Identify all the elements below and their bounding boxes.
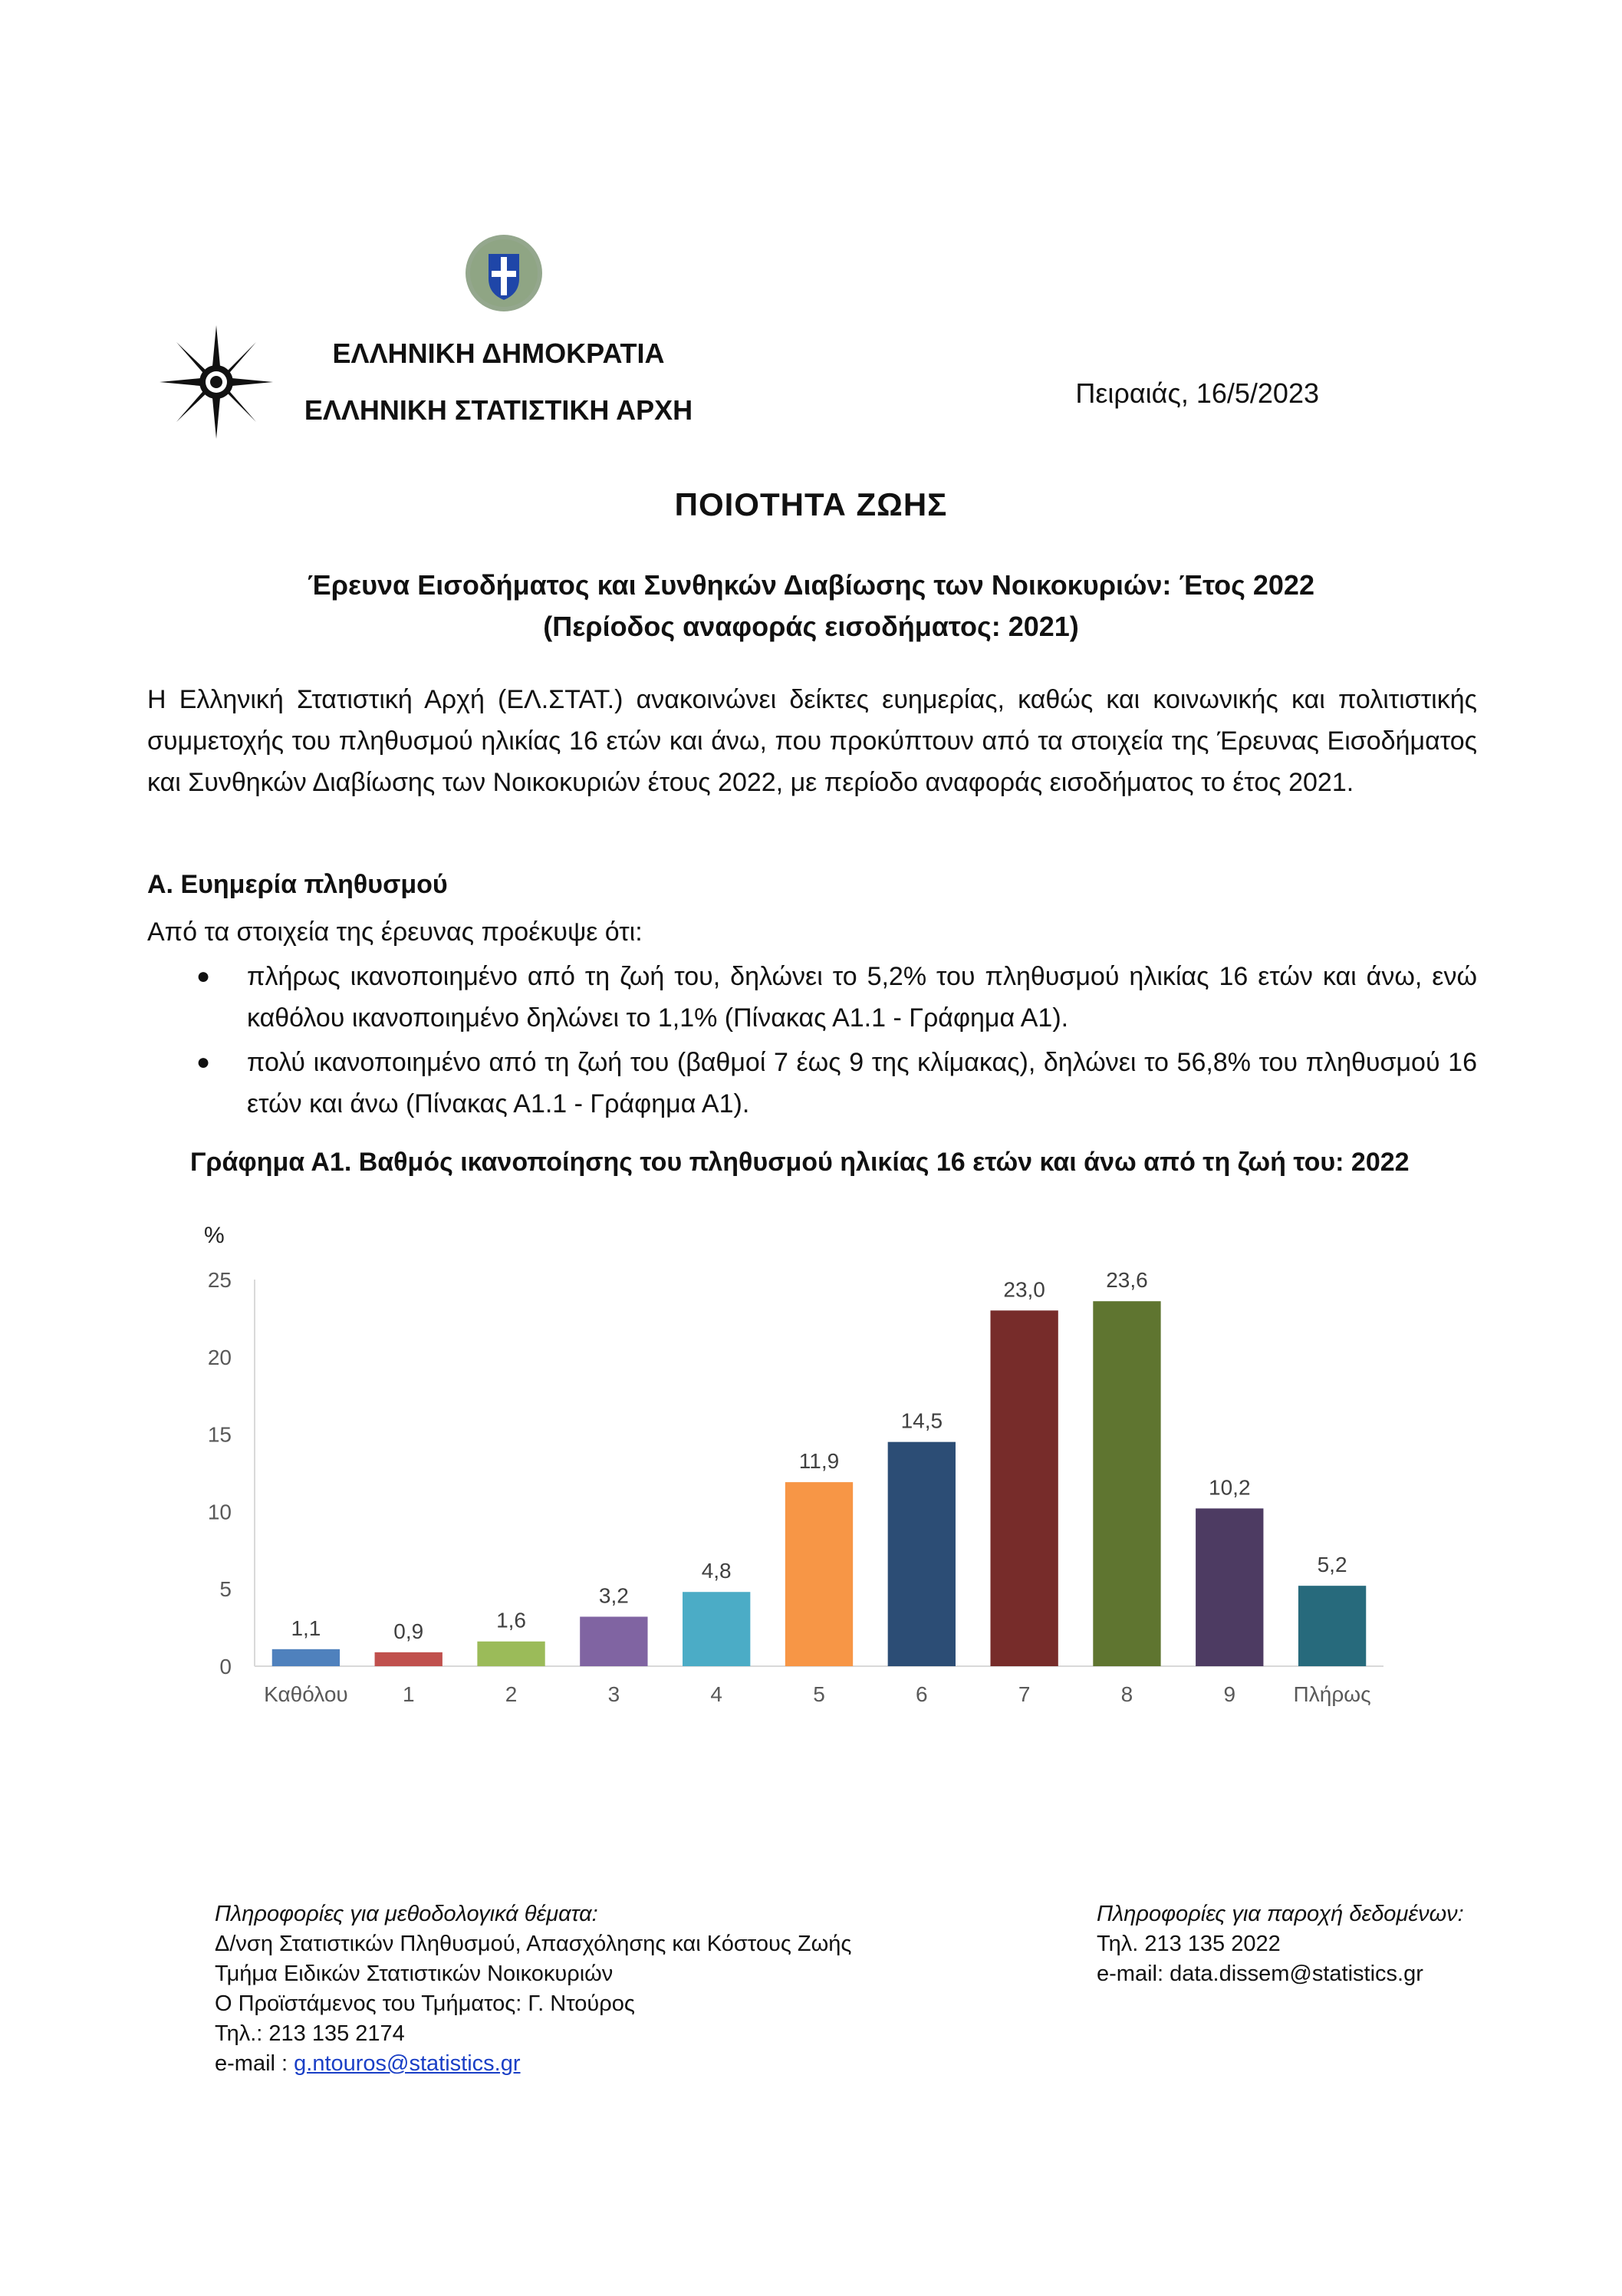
footer-head: Ο Προϊστάμενος του Τμήματος: Γ. Ντούρος	[215, 1991, 635, 2016]
bar	[888, 1442, 956, 1666]
x-tick-label: 5	[813, 1682, 825, 1706]
org-name-elstat: ΕΛΛΗΝΙΚΗ ΣΤΑΤΙΣΤΙΚΗ ΑΡΧΗ	[304, 394, 693, 426]
place-date: Πειραιάς, 16/5/2023	[1075, 377, 1319, 409]
y-tick-label: 20	[207, 1345, 232, 1369]
bar	[990, 1310, 1058, 1666]
footer-phone: Τηλ.: 213 135 2174	[215, 2021, 405, 2046]
bar	[272, 1649, 340, 1666]
greek-emblem-icon	[463, 232, 545, 314]
elstat-star-logo-icon	[160, 325, 273, 439]
footer-data-email: e-mail: data.dissem@statistics.gr	[1097, 1962, 1423, 1986]
bar-value-label: 4,8	[701, 1559, 732, 1583]
bullet-icon: ●	[196, 964, 211, 989]
y-tick-label: 15	[207, 1422, 232, 1447]
chart-title: Γράφημα Α1. Βαθμός ικανοποίησης του πληθυσμού ηλικίας 16 ετών και άνω από τη ζωή του: 2022	[190, 1148, 1410, 1177]
reference-period-subtitle: (Περίοδος αναφοράς εισοδήματος: 2021)	[543, 611, 1079, 642]
y-tick-label: 10	[207, 1500, 232, 1524]
org-name-republic: ΕΛΛΗΝΙΚΗ ΔΗΜΟΚΡΑΤΙΑ	[332, 338, 665, 369]
bar	[785, 1482, 853, 1666]
bar	[1093, 1301, 1160, 1666]
y-tick-label: 0	[219, 1655, 232, 1678]
intro-paragraph: Η Ελληνική Στατιστική Αρχή (ΕΛ.ΣΤΑΤ.) ανακοινώνει δείκτες ευημερίας, καθώς και κοινωνικής και πολιτιστικής συμμετοχής του πληθυσμού ηλικίας 16 ετών και άνω, που προκύπτουν από τα στοιχεία της Έρευνας Εισοδήματος και Συνθηκών Διαβίωσης των Νοικοκυριών έτους 2022, με περίοδο αναφοράς εισοδήματος το έτος 2021.	[147, 685, 1477, 797]
bullet-icon: ●	[196, 1049, 211, 1075]
footer-data-heading: Πληροφορίες για παροχή δεδομένων:	[1097, 1902, 1464, 1926]
finding-text: πολύ ικανοποιημένο από τη ζωή του (βαθμοί 7 έως 9 της κλίμακας), δηλώνει το 56,8% του πληθυσμού 16 ετών και άνω (Πίνακας Α1.1 - Γράφημα Α1).	[247, 1048, 1477, 1118]
bar	[580, 1616, 647, 1666]
footer-methodology	[215, 1899, 851, 2079]
footer-directorate: Δ/νση Στατιστικών Πληθυσμού, Απασχόλησης και Κόστους Ζωής	[215, 1932, 852, 1956]
bar-value-label: 23,6	[1106, 1268, 1148, 1293]
section-a-heading: Α. Ευημερία πληθυσμού	[147, 870, 448, 899]
bar-value-label: 23,0	[1003, 1277, 1045, 1302]
bar	[477, 1642, 545, 1666]
findings-list	[147, 956, 1477, 1128]
y-axis-unit-label: %	[204, 1223, 225, 1248]
bar-value-label: 14,5	[900, 1408, 943, 1433]
footer-email-row	[215, 2049, 851, 2079]
x-tick-label: 1	[402, 1682, 415, 1706]
bar-value-label: 1,6	[496, 1608, 527, 1632]
bar-value-label: 3,2	[598, 1583, 629, 1608]
list-item	[147, 1042, 1477, 1125]
bar-value-label: 11,9	[798, 1449, 840, 1474]
y-tick-label: 5	[219, 1577, 232, 1602]
list-item	[147, 956, 1477, 1039]
email-link[interactable]: g.ntouros@statistics.gr	[294, 2051, 521, 2076]
x-tick-label: 4	[710, 1682, 722, 1706]
y-tick-label: 25	[207, 1268, 232, 1292]
footer-department: Τμήμα Ειδικών Στατιστικών Νοικοκυριών	[215, 1962, 614, 1986]
bar-value-label: 10,2	[1209, 1475, 1251, 1500]
bar	[1196, 1508, 1263, 1666]
satisfaction-bar-chart	[176, 1212, 1419, 1749]
x-tick-label: 6	[916, 1682, 928, 1706]
bar-value-label: 5,2	[1317, 1553, 1347, 1577]
x-tick-label: 9	[1223, 1682, 1236, 1706]
x-tick-label: Πλήρως	[1293, 1682, 1371, 1706]
bar-value-label: 0,9	[393, 1619, 424, 1643]
x-tick-label: 2	[505, 1682, 518, 1706]
x-tick-label: Καθόλου	[264, 1682, 348, 1706]
footer-email-label: e-mail :	[215, 2051, 294, 2076]
bar	[1298, 1586, 1366, 1666]
x-tick-label: 3	[607, 1682, 620, 1706]
footer-data-provision	[1097, 1899, 1464, 1989]
x-tick-label: 7	[1018, 1682, 1031, 1706]
survey-subtitle: Έρευνα Εισοδήματος και Συνθηκών Διαβίωσης των Νοικοκυριών: Έτος 2022	[308, 569, 1314, 601]
finding-text: πλήρως ικανοποιημένο από τη ζωή του, δηλώνει το 5,2% του πληθυσμού ηλικίας 16 ετών και άνω, ενώ καθόλου ικανοποιημένο δηλώνει το 1,1% (Πίνακας Α1.1 - Γράφημα Α1).	[247, 962, 1477, 1033]
x-tick-label: 8	[1120, 1682, 1133, 1706]
bar	[683, 1592, 750, 1666]
section-a-lead: Από τα στοιχεία της έρευνας προέκυψε ότι:	[147, 917, 643, 947]
page-title: ΠΟΙΟΤΗΤΑ ΖΩΗΣ	[674, 486, 948, 522]
bar-value-label: 1,1	[291, 1616, 321, 1640]
footer-data-phone: Τηλ. 213 135 2022	[1097, 1932, 1281, 1956]
bar	[375, 1652, 443, 1666]
footer-methodology-heading: Πληροφορίες για μεθοδολογικά θέματα:	[215, 1902, 598, 1926]
